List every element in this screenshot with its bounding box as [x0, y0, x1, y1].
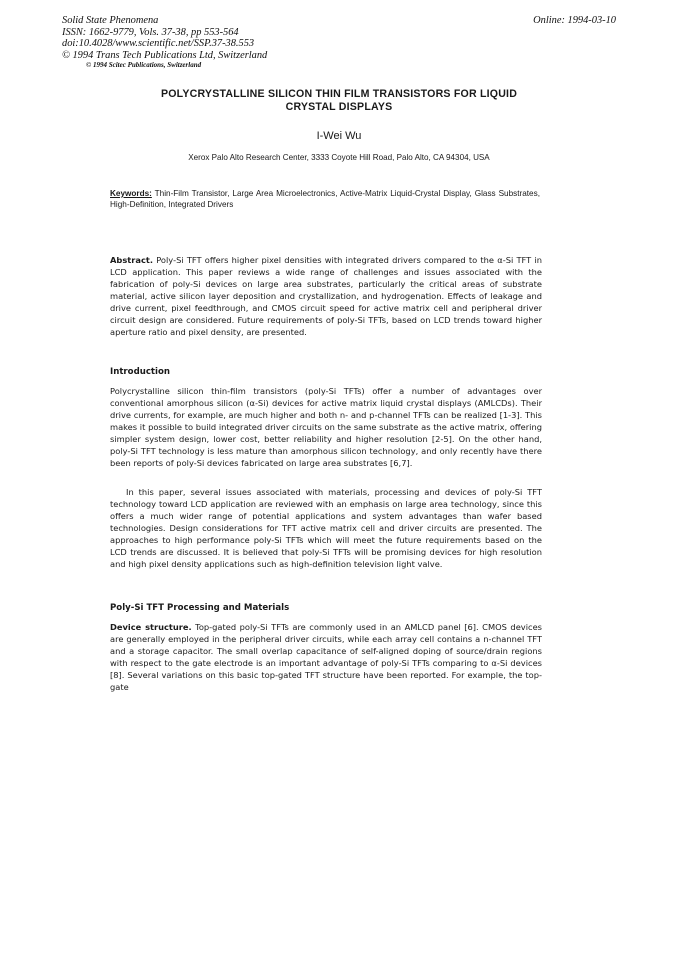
abstract-label: Abstract.: [110, 255, 153, 265]
keywords-label: Keywords:: [110, 189, 152, 198]
processing-heading: Poly-Si TFT Processing and Materials: [110, 603, 290, 613]
introduction-heading: Introduction: [110, 367, 171, 377]
issn-line: ISSN: 1662-9779, Vols. 37-38, pp 553-564: [62, 26, 239, 38]
journal-name: Solid State Phenomena: [62, 15, 159, 26]
device-structure-text: Top-gated poly-Si TFTs are commonly used in an AMLCD panel [6]. CMOS devices are generally employed in the peripheral driver circuits, while each array cell contains a n-channel TFT and a storage capacitor. The small overlap capacitance of self-aligned doping of source/drain regions with respect to the gate electrode is an important advantage of poly-Si TFTs comparing to α-Si devices [8]. Several variations on this basic top-gated TFT structure have been reported. For example, the top-gate: [110, 622, 543, 692]
publication-header: [62, 15, 362, 70]
paper-title: [100, 88, 578, 114]
abstract-paragraph: [110, 254, 542, 338]
device-structure-run-head: Device structure.: [110, 622, 192, 632]
online-date: Online: 1994-03-10: [533, 15, 616, 26]
doi-line: doi:10.4028/www.scientific.net/SSP.37-38.553: [62, 38, 255, 49]
processing-paragraph: [110, 621, 542, 693]
copyright-line: © 1994 Trans Tech Publications Ltd, Switzerland: [62, 49, 268, 61]
author-name: I-Wei Wu: [316, 130, 362, 142]
keywords-text: Thin-Film Transistor, Large Area Microelectronics, Active-Matrix Liquid-Crystal Display, Glass Substrates, High-Definition, Integrated Drivers: [110, 189, 540, 209]
title-line-1: POLYCRYSTALLINE SILICON THIN FILM TRANSISTORS FOR LIQUID: [160, 88, 518, 100]
keywords-block: [110, 189, 540, 211]
introduction-paragraph-1: Polycrystalline silicon thin-film transistors (poly-Si TFTs) offer a number of advantages over conventional amorphous silicon (α-Si) devices for active matrix liquid crystal displays (AMLCDs). Their drive currents, for example, are much higher and both n- and p-channel TFTs can be realized [1-3]. This makes it possible to build integrated driver circuits on the same substrate as the active matrix, offering simpler system design, lower cost, better reliability and higher resolution [2-5]. On the other hand, poly-Si TFT technology is less mature than amorphous silicon technology, and only recently have there been reports of poly-Si devices fabricated on large area substrates [6,7].: [110, 386, 542, 468]
original-copyright-line: © 1994 Scitec Publications, Switzerland: [86, 61, 202, 69]
title-line-2: CRYSTAL DISPLAYS: [285, 101, 393, 113]
introduction-paragraph-2: In this paper, several issues associated with materials, processing and devices of poly-Si TFT technology toward LCD application are reviewed with an emphasis on large area technology, since this offers a much wider range of potential applications and system advantages than wafer based technologies. Design considerations for TFT active matrix cell and driver circuits are presented. The approaches to high performance poly-Si TFTs which will meet the future requirements based on the LCD trends are discussed. It is believed that poly-Si TFTs will be promising devices for high resolution and high pixel density applications such as high-definition television light valve.: [110, 487, 542, 569]
abstract-text: Poly-Si TFT offers higher pixel densities with integrated drivers compared to the α-Si TFT in LCD application. This paper reviews a wide range of challenges and issues associated with the fabrication of poly-Si devices on large area substrates, particularly the critical areas of substrate material, active silicon layer deposition and crystallization, and hydrogenation. Effects of leakage and drive current, pixel feedthrough, and CMOS circuit speed for active matrix cell and peripheral driver circuit design are considered. Future requirements of poly-Si TFTs, based on LCD trends toward higher aperture ratio and pixel density, are presented.: [110, 255, 543, 337]
author-affiliation: Xerox Palo Alto Research Center, 3333 Coyote Hill Road, Palo Alto, CA 94304, USA: [188, 153, 490, 162]
